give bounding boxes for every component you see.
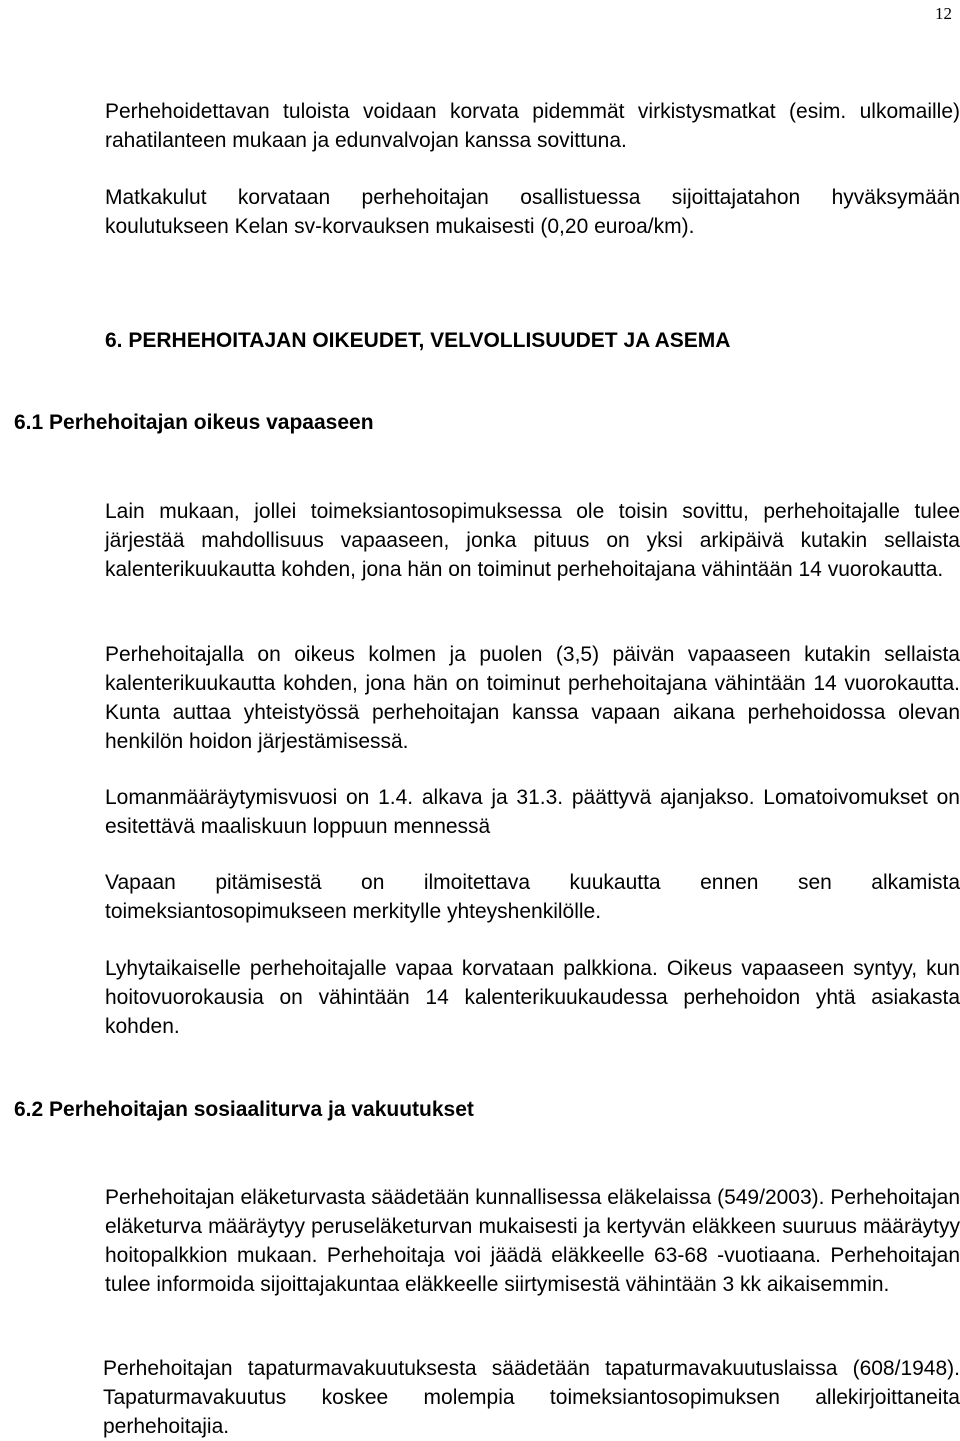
paragraph-travel-costs: Matkakulut korvataan perhehoitajan osallistuessa sijoittajatahon hyväksymään koulutukseen Kelan sv-korvauksen mukaisesti (0,20 euroa/km). [105,186,960,238]
paragraph-recreation-trips: Perhehoidettavan tuloista voidaan korvata pidemmät virkistysmatkat (esim. ulkomaille) rahatilanteen mukaan ja edunvalvojan kanssa sovittuna. [105,100,960,152]
paragraph-leave-notice: Vapaan pitämisestä on ilmoitettava kuukautta ennen sen alkamista toimeksiantosopimukseen merkitylle yhteyshenkilölle. [105,871,960,923]
paragraph-short-term-caregiver: Lyhytaikaiselle perhehoitajalle vapaa korvataan palkkiona. Oikeus vapaaseen syntyy, kun hoitovuorokausia on vähintään 14 kalenterikuukaudessa perhehoidon yhtä asiakasta kohden. [105,957,960,1038]
paragraph-right-to-leave: Lain mukaan, jollei toimeksiantosopimuksessa ole toisin sovittu, perhehoitajalle tulee järjestää mahdollisuus vapaaseen, jonka pituus on yksi arkipäivä kutakin sellaista kalenterikuukautta kohden, jona hän on toiminut perhehoitajana vähintään 14 vuorokautta. [105,500,960,581]
section-6-1-title: Perhehoitajan oikeus vapaaseen [49,411,374,434]
paragraph-leave-days: Perhehoitajalla on oikeus kolmen ja puolen (3,5) päivän vapaaseen kutakin sellaista kalenterikuukautta kohden, jona hän on toiminut perhehoitajana vähintään 14 vuorokautta. Kunta auttaa yhteistyössä perhehoitajan kanssa vapaan aikana perhehoidossa olevan henkilön hoidon järjestämisessä. [105,643,960,753]
page-number: 12 [935,4,952,23]
paragraph-accident-insurance: Perhehoitajan tapaturmavakuutuksesta säädetään tapaturmavakuutuslaissa (608/1948). Tapaturmavakuutus koskee molempia toimeksiantosopimuksen allekirjoittaneita perhehoitajia. [103,1357,960,1438]
section-6-2-heading [0,1095,960,1124]
paragraph-holiday-year: Lomanmääräytymisvuosi on 1.4. alkava ja 31.3. päättyvä ajanjakso. Lomatoivomukset on esitettävä maaliskuun loppuun mennessä [105,786,960,838]
section-6-heading: 6. PERHEHOITAJAN OIKEUDET, VELVOLLISUUDET JA ASEMA [105,329,731,352]
section-6-1-number: 6.1 [14,411,44,434]
section-6-1-heading [0,408,960,437]
paragraph-pension: Perhehoitajan eläketurvasta säädetään kunnallisessa eläkelaissa (549/2003). Perhehoitajan eläketurva määräytyy peruseläketurvan mukaisesti ja kertyvän eläkkeen suuruus määräytyy hoitopalkkion mukaan. Perhehoitaja voi jäädä eläkkeelle 63-68 -vuotiaana. Perhehoitajan tulee informoida sijoittajakuntaa eläkkeelle siirtymisestä vähintään 3 kk aikaisemmin. [105,1186,960,1296]
section-6-2-number: 6.2 [14,1098,44,1121]
section-6-2-title: Perhehoitajan sosiaaliturva ja vakuutukset [49,1098,474,1121]
